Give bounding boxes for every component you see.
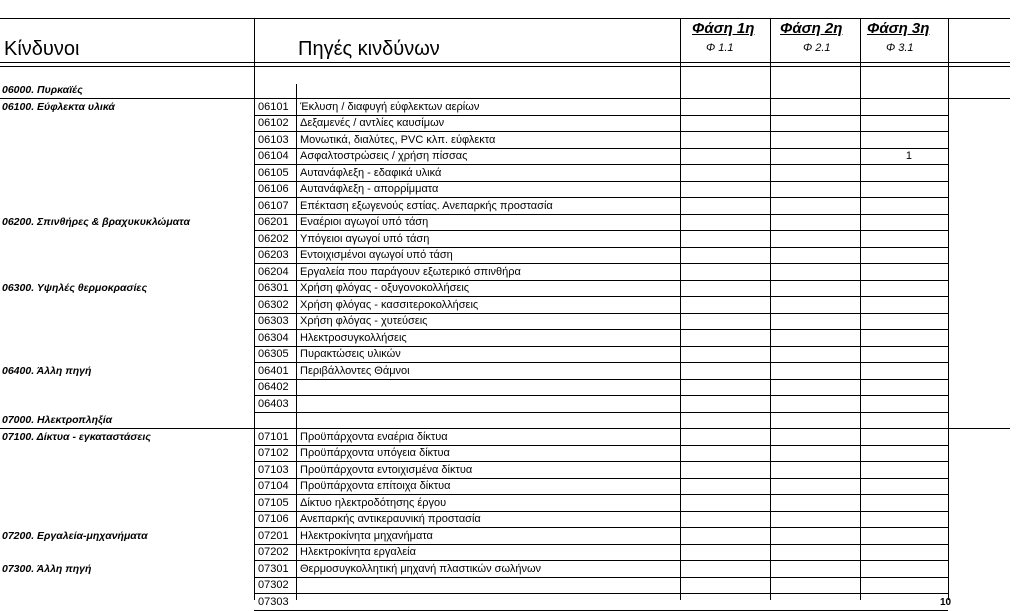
source-code: 06401 [258, 364, 289, 377]
source-code: 07101 [258, 430, 289, 443]
table-row [0, 82, 1010, 99]
source-code: 07104 [258, 480, 289, 492]
phase-2-label: Φάση 2η [780, 20, 843, 37]
risk-category: 07000. Ηλεκτροπληξία [2, 414, 113, 426]
source-description: Υπόγειοι αγωγοί υπό τάση [300, 232, 430, 245]
row-rule [254, 610, 948, 611]
source-code: 06201 [258, 216, 289, 228]
source-description: Δίκτυο ηλεκτροδότησης έργου [300, 496, 447, 509]
source-code: 06403 [258, 397, 289, 410]
source-code: 06302 [258, 298, 289, 311]
source-code: 06204 [258, 265, 289, 278]
table-row [0, 181, 1010, 198]
table-row [0, 511, 1010, 528]
table-row [0, 445, 1010, 462]
source-description: Επέκταση εξωγενούς εστίας. Ανεπαρκής προστασία [300, 199, 553, 212]
table-row [0, 561, 1010, 578]
source-code: 06101 [258, 100, 289, 113]
source-description: Χρήση φλόγας - χυτεύσεις [300, 315, 428, 327]
source-description: Χρήση φλόγας - κασσιτεροκολλήσεις [300, 298, 479, 311]
source-description: Περιβάλλοντες Θάμνοι [300, 364, 410, 377]
table-row [0, 544, 1010, 561]
source-code: 06303 [258, 315, 289, 327]
risk-table-body [0, 82, 1010, 610]
source-description: Προϋπάρχοντα επίτοιχα δίκτυα [300, 480, 451, 492]
source-description: Εναέριοι αγωγοί υπό τάση [300, 216, 429, 228]
source-description: Αυτανάφλεξη - εδαφικά υλικά [300, 166, 442, 179]
table-row [0, 214, 1010, 231]
risk-category: 06400. Άλλη πηγή [2, 364, 92, 377]
header-bottom-rule [0, 62, 1010, 63]
source-description: Ηλεκτροκίνητα εργαλεία [300, 546, 416, 558]
table-row [0, 297, 1010, 314]
source-code: 06103 [258, 133, 289, 146]
risk-category: 07200. Εργαλεία-μηχανήματα [2, 529, 148, 542]
header-top-rule [0, 18, 1010, 19]
sources-column-title: Πηγές κινδύνων [298, 38, 440, 60]
phase-2-sub: Φ 2.1 [803, 42, 831, 54]
risk-category: 06100. Εύφλεκτα υλικά [2, 100, 115, 113]
table-row [0, 577, 1010, 594]
phase-3-sub: Φ 3.1 [886, 42, 914, 54]
table-row [0, 379, 1010, 396]
source-description: Ανεπαρκής αντικεραυνική προστασία [300, 513, 481, 525]
risk-category: 07100. Δίκτυα - εγκαταστάσεις [2, 430, 151, 443]
source-code: 07301 [258, 562, 289, 575]
source-description: Πυρακτώσεις υλικών [300, 348, 401, 360]
phase-3-value: 1 [905, 150, 912, 162]
source-code: 07302 [258, 579, 289, 591]
phase-3-label: Φάση 3η [867, 20, 930, 37]
source-description: Έκλυση / διαφυγή εύφλεκτων αερίων [300, 100, 480, 113]
source-description: Εργαλεία που παράγουν εξωτερικό σπινθήρα [300, 265, 521, 278]
table-row [0, 462, 1010, 479]
source-code: 07103 [258, 463, 289, 476]
table-row [0, 231, 1010, 248]
source-code: 06301 [258, 282, 289, 294]
risk-category: 06000. Πυρκαϊές [2, 84, 83, 96]
source-description: Προϋπάρχοντα εναέρια δίκτυα [300, 430, 448, 443]
table-row [0, 132, 1010, 149]
header-double-rule [0, 66, 1010, 67]
table-row [0, 148, 1010, 165]
source-code: 06402 [258, 381, 289, 393]
table-row [0, 429, 1010, 446]
table-row [0, 165, 1010, 182]
phase-1-label: Φάση 1η [692, 20, 755, 37]
source-code: 06102 [258, 117, 289, 129]
source-code: 07202 [258, 546, 289, 558]
table-row [0, 363, 1010, 380]
source-description: Χρήση φλόγας - οξυγονοκολλήσεις [300, 282, 470, 294]
source-code: 06202 [258, 232, 289, 245]
table-row [0, 412, 1010, 429]
source-code: 07303 [258, 595, 289, 608]
risk-category: 06300. Υψηλές θερμοκρασίες [2, 282, 148, 294]
source-description: Ηλεκτροκίνητα μηχανήματα [300, 529, 433, 542]
source-code: 06305 [258, 348, 289, 360]
table-row [0, 346, 1010, 363]
table-row [0, 247, 1010, 264]
table-row [0, 478, 1010, 495]
risk-category: 07300. Άλλη πηγή [2, 562, 92, 575]
source-description: Προϋπάρχοντα υπόγεια δίκτυα [300, 447, 450, 459]
source-description: Δεξαμενές / αντλίες καυσίμων [300, 117, 445, 129]
source-description: Εντοιχισμένοι αγωγοί υπό τάση [300, 249, 453, 261]
table-row [0, 115, 1010, 132]
table-row [0, 198, 1010, 215]
page-number: 10 [940, 597, 952, 608]
table-row [0, 264, 1010, 281]
table-row [0, 313, 1010, 330]
source-code: 06105 [258, 166, 289, 179]
source-code: 07106 [258, 513, 289, 525]
source-code: 06304 [258, 331, 289, 344]
table-row [0, 495, 1010, 512]
source-description: Αυτανάφλεξη - απορρίμματα [300, 183, 439, 195]
source-code: 06203 [258, 249, 289, 261]
source-code: 06104 [258, 150, 289, 162]
risks-column-title: Κίνδυνοι [4, 38, 80, 60]
source-description: Θερμοσυγκολλητική μηχανή πλαστικών σωλήνων [300, 562, 542, 575]
source-code: 06107 [258, 199, 289, 212]
phase-1-sub: Φ 1.1 [706, 42, 734, 54]
source-description: Προϋπάρχοντα εντοιχισμένα δίκτυα [300, 463, 473, 476]
table-row [0, 396, 1010, 413]
source-description: Ηλεκτροσυγκολλήσεις [300, 331, 407, 344]
source-code: 07201 [258, 529, 289, 542]
table-row [0, 280, 1010, 297]
source-code: 07102 [258, 447, 289, 459]
source-code: 06106 [258, 183, 289, 195]
risk-category: 06200. Σπινθήρες & βραχυκυκλώματα [2, 216, 190, 228]
source-description: Ασφαλτοστρώσεις / χρήση πίσσας [300, 150, 468, 162]
table-row [0, 99, 1010, 116]
table-row [0, 330, 1010, 347]
table-row [0, 528, 1010, 545]
source-code: 07105 [258, 496, 289, 509]
source-description: Μονωτικά, διαλύτες, PVC κλπ. εύφλεκτα [300, 133, 496, 146]
